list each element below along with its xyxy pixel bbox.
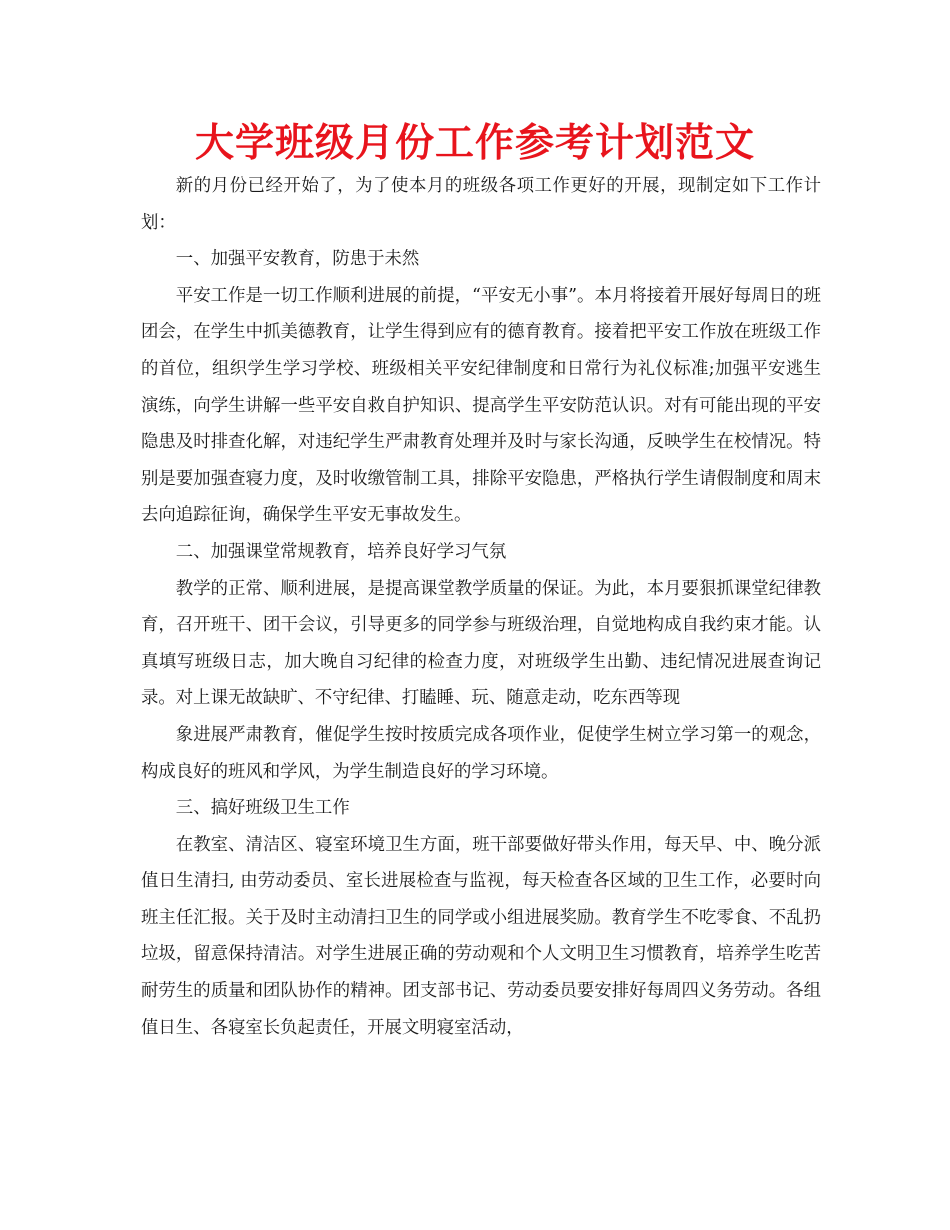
document-title: 大学班级月份工作参考计划范文	[194, 121, 755, 166]
classroom-paragraph-continued: 象进展严肃教育，催促学生按时按质完成各项作业，促使学生树立学习第一的观念，构成良好的班风和学风，为学生制造良好的学习环境。	[141, 724, 821, 782]
classroom-paragraph: 教学的正常、顺利进展，是提高课堂教学质量的保证。为此，本月要狠抓课堂纪律教育，召开班干、团干会议，引导更多的同学参与班级治理，自觉地构成自我约束才能。认真填写班级日志，加大晚自习纪律的检查力度，对班级学生出勤、违纪情况进展查询记录。对上课无故缺旷、不守纪律、打瞌睡、玩、随意走动，吃东西等现	[141, 578, 821, 709]
section-heading-classroom: 二、加强课堂常规教育，培养良好学习气氛	[175, 541, 507, 562]
hygiene-paragraph: 在教室、清洁区、寝室环境卫生方面，班干部要做好带头作用，每天早、中、晚分派值日生清扫, 由劳动委员、室长进展检查与监视，每天检查各区域的卫生工作，必要时向班主任汇报。关于及时主动清扫卫生的同学或小组进展奖励。教育学生不吃零食、不乱扔垃圾，留意保持清洁。对学生进展正确的劳动观和个人文明卫生习惯教育，培养学生吃苦耐劳生的质量和团队协作的精神。团支部书记、劳动委员要安排好每周四义务劳动。各组值日生、各寝室长负起责任，开展文明寝室活动，	[141, 834, 821, 1038]
document-body	[141, 168, 821, 1046]
intro-paragraph: 新的月份已经开始了，为了使本月的班级各项工作更好的开展，现制定如下工作计划：	[141, 176, 821, 233]
safety-paragraph: 平安工作是一切工作顺利进展的前提，“平安无小事”。本月将接着开展好每周日的班团会，在学生中抓美德教育，让学生得到应有的德育教育。接着把平安工作放在班级工作的首位，组织学生学习学校、班级相关平安纪律制度和日常行为礼仪标准;加强平安逃生演练，向学生讲解一些平安自救自护知识、提高学生平安防范认识。对有可能出现的平安隐患及时排查化解，对违纪学生严肃教育处理并及时与家长沟通，反映学生在校情况。特别是要加强查寝力度，及时收缴管制工具，排除平安隐患，严格执行学生请假制度和周末去向追踪征询，确保学生平安无事故发生。	[141, 285, 821, 526]
section-heading-hygiene: 三、搞好班级卫生工作	[175, 798, 350, 819]
section-heading-safety: 一、加强平安教育，防患于未然	[175, 249, 420, 270]
